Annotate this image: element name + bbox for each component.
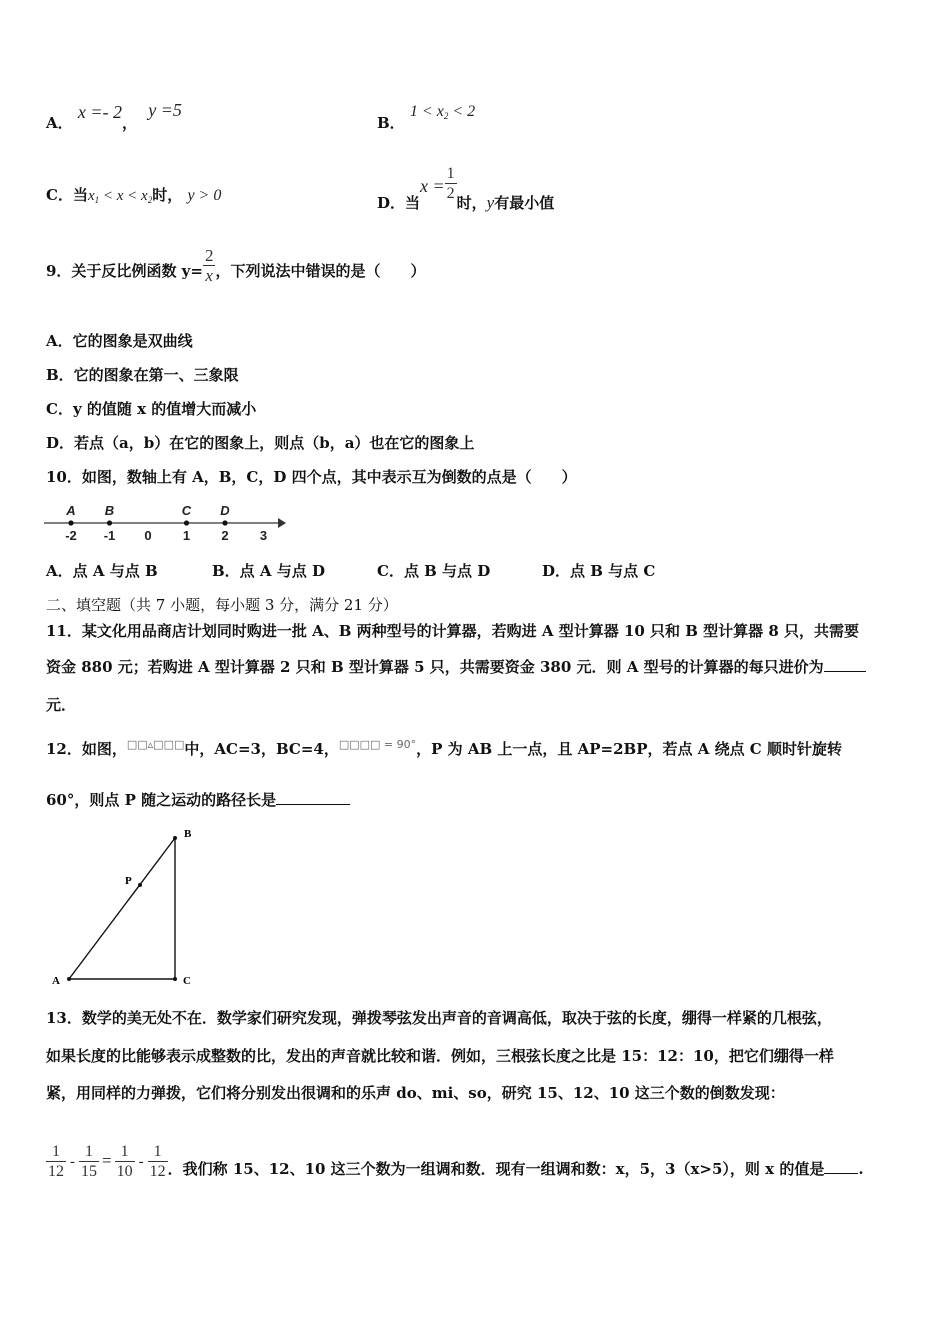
number-line <box>40 500 290 546</box>
point-label-d: D <box>220 503 230 518</box>
label-c: C <box>183 975 191 987</box>
q11-line3: 元． <box>46 696 77 714</box>
point-c <box>173 977 177 981</box>
section-title: 二、填空题（共 7 小题，每小题 3 分，满分 21 分） <box>46 596 398 614</box>
q13-answer-blank <box>824 1173 858 1174</box>
tick-label: 3 <box>259 528 268 543</box>
q8-option-a: A． x =- 2， y =5 <box>46 100 182 132</box>
q12-answer-blank <box>276 804 350 805</box>
point-b <box>173 836 177 840</box>
point-d <box>222 520 227 525</box>
triangle-figure <box>44 824 204 994</box>
q12-line1: 12．如图，□□▵□□□中，AC=3，BC=4，$^{□□□□ = 90^\circ}$，P 为 AB 上一点，且 AP=2BP，若点 A 绕点 C 顺时针旋转 <box>46 738 842 758</box>
tick-label: -2 <box>65 528 77 543</box>
q8-option-c: C．当$x_1 < x < x_2$时， y > 0 <box>46 186 222 205</box>
label-b: B <box>184 828 192 840</box>
point-label-b: B <box>104 503 115 518</box>
tick-label: 0 <box>144 528 152 543</box>
q9-option-d: D．若点（a，b）在它的图象上，则点（b，a）也在它的图象上 <box>46 434 475 452</box>
triangle-symbol-image: □□▵□□□ <box>126 738 185 751</box>
q11-line2-wrap <box>46 656 866 677</box>
q12-line2-wrap: 60°，则点 P 随之运动的路径长是 <box>46 789 350 810</box>
q8-option-d: D．当x = $\frac{1}{2}$ 时，y有最小值 <box>377 165 555 212</box>
q9-option-c: C．y 的值随 x 的值增大而减小 <box>46 400 257 418</box>
point-a <box>67 977 71 981</box>
label-p: P <box>125 875 132 887</box>
q10-option-c: C．点 B 与点 D <box>377 562 491 580</box>
q9-option-b: B．它的图象在第一、三象限 <box>46 366 239 384</box>
q11-answer-blank <box>824 671 866 672</box>
point-c <box>184 520 189 525</box>
q13-equation-line: $\frac{1}{12}$ - $\frac{1}{15}$ = $\frac{1}{10}$ - $\frac{1}{12}$ ．我们称 15、12、10 这三个数为一组调和数．现有一组调和数：x，5，3（x>5），则 x 的值是 . <box>48 1143 864 1180</box>
q11-line1: 11．某文化用品商店计划同时购进一批 A、B 两种型号的计算器，若购进 A 型计算器 10 只和 B 型计算器 8 只，共需要 <box>46 622 860 640</box>
tick-label: 2 <box>221 528 229 543</box>
q10-option-d: D．点 B 与点 C <box>542 562 656 580</box>
q11-line2: 资金 880 元；若购进 A 型计算器 2 只和 B 型计算器 5 只，共需要资金 380 元．则 A 型号的计算器的每只进价为 <box>46 658 824 676</box>
tick-label: -1 <box>103 528 116 543</box>
q9-stem: 9．关于反比例函数 y= $\frac{2}{x}$ ，下列说法中错误的是（ ） <box>46 246 426 285</box>
label-a: A <box>52 975 60 987</box>
q10-option-b: B．点 A 与点 D <box>212 562 325 580</box>
q13-line3: 紧，用同样的力弹拨，它们将分别发出很调和的乐声 do、mi、so，研究 15、12、10 这三个数的倒数发现： <box>46 1084 785 1102</box>
point-label-c: C <box>181 503 192 518</box>
point-p <box>138 883 142 887</box>
point-label-a: A <box>66 503 76 518</box>
q9-option-a: A．它的图象是双曲线 <box>46 332 193 350</box>
q8-option-b: B． $1 < x_2 < 2$ <box>377 103 476 132</box>
q13-line2: 如果长度的比能够表示成整数的比，发出的声音就比较和谐．例如，三根弦长度之比是 15：12：10，把它们绷得一样 <box>46 1047 834 1065</box>
point-a <box>68 520 73 525</box>
number-line-arrow <box>278 518 286 528</box>
q10-option-a: A．点 A 与点 B <box>46 562 158 580</box>
point-b <box>107 520 112 525</box>
q13-line1: 13．数学的美无处不在．数学家们研究发现，弹拨琴弦发出声音的音调高低，取决于弦的长度，绷得一样紧的几根弦， <box>46 1009 832 1027</box>
side-ab <box>69 838 175 979</box>
tick-label: 1 <box>182 528 191 543</box>
q10-stem: 10．如图，数轴上有 A，B，C，D 四个点，其中表示互为倒数的点是（ ） <box>46 468 577 486</box>
angle-symbol-image: □□□□ = 90° <box>338 738 417 751</box>
